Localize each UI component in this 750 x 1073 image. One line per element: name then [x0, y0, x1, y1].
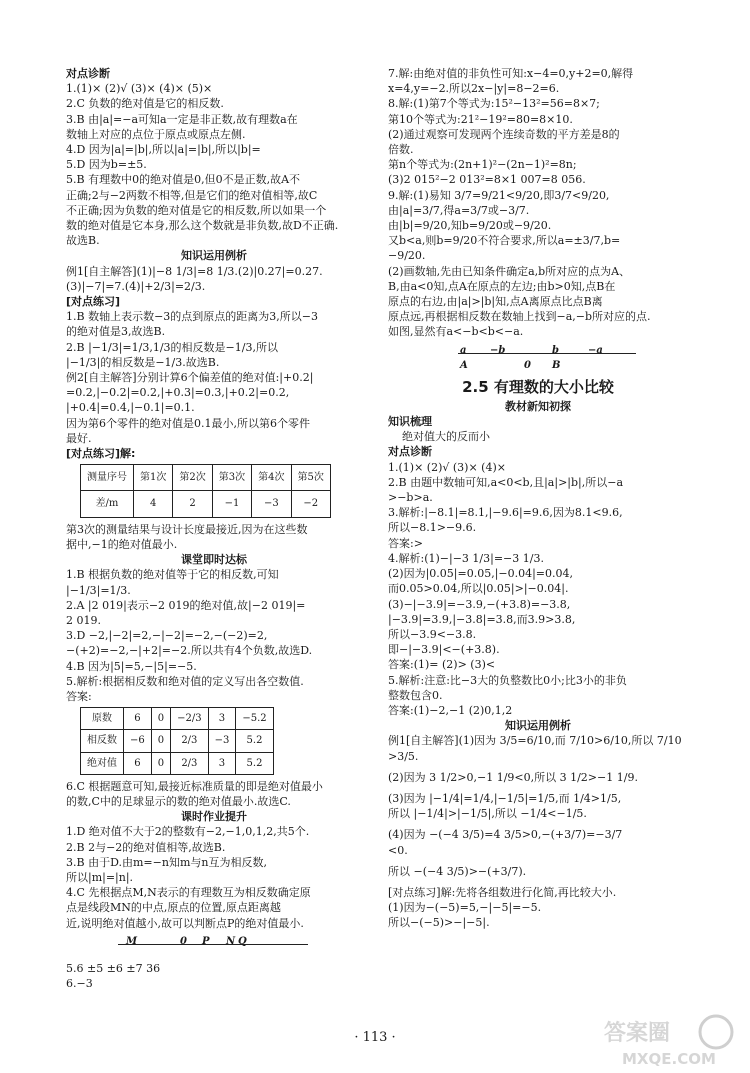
text-line: 所以−8.1>−9.6. — [388, 521, 477, 535]
text-line: 由|b|=9/20,知b=9/20或−9/20. — [388, 219, 552, 233]
text-line: 5.B 有理数中0的绝对值是0,但0不是正数,故A不 — [66, 173, 301, 187]
table-cell: −2 — [291, 491, 330, 517]
number-line-mpnq — [66, 933, 362, 959]
subsection-title: 课时作业提升 — [181, 810, 247, 824]
text-line: [对点练习]解:先将各组数进行化简,再比较大小. — [388, 885, 617, 899]
table-cell: −1 — [212, 491, 251, 517]
text-line: 所以|m|=|n|. — [66, 870, 134, 884]
subsection-title: 知识运用例析 — [181, 249, 247, 263]
text-line: 近,说明绝对值越小,故可以判断点P的绝对值最小. — [66, 916, 304, 930]
table-row — [81, 491, 331, 517]
text-line: 1.B 根据负数的绝对值等于它的相反数,可知 — [66, 568, 279, 582]
text-line: 1.D 绝对值不大于2的整数有−2,−1,0,1,2,共5个. — [66, 825, 310, 839]
text-line: 原点远,再根据相反数在数轴上找到−a,−b所对应的点. — [388, 310, 651, 324]
text-line: 3.B 由于D.由m=−n知m与n互为相反数, — [66, 855, 267, 869]
watermark-icon — [598, 1012, 738, 1068]
point-label-capital-a: A — [460, 359, 468, 371]
point-label-b: b — [552, 344, 559, 356]
subsection-title: 知识运用例析 — [505, 719, 571, 733]
text-line: 答案: — [66, 689, 92, 703]
text-line: 4.D 因为|a|=|b|,所以|a|=|b|,所以|b|= — [66, 143, 261, 157]
text-line: 第10个等式为:21²−19²=80=8×10. — [388, 112, 573, 126]
text-line: 1.B 数轴上表示数−3的点到原点的距离为3,所以−3 — [66, 310, 318, 324]
text-line: 由|a|=3/7,得a=3/7或−3/7. — [388, 203, 530, 217]
text-line: 如图,显然有a<−b<b<−a. — [388, 325, 524, 339]
text-line: 2.C 负数的绝对值是它的相反数. — [66, 97, 224, 111]
table-cell: 2/3 — [171, 730, 208, 752]
table-cell: 3 — [208, 708, 236, 730]
text-line: 9.解:(1)易知 3/7=9/21<9/20,即3/7<9/20, — [388, 188, 610, 202]
table-cell: 测量序号 — [81, 465, 134, 491]
text-line: 数的绝对值是它本身,那么这个数就是非负数,故D不正确. — [66, 219, 339, 233]
table-cell: 原数 — [81, 708, 124, 730]
text-line: 6.C 根据题意可知,最接近标准质量的即是绝对值最小 — [66, 779, 323, 793]
table-cell: 第2次 — [173, 465, 212, 491]
text-line: 正确;2与−2两数不相等,但是它们的绝对值相等,故C — [66, 188, 318, 202]
point-label-m: M — [126, 935, 138, 947]
point-label-n: N — [226, 935, 236, 947]
text-line: |−1/3|=1/3. — [66, 583, 131, 597]
text-line: 2.B |−1/3|=1/3,1/3的相反数是−1/3,所以 — [66, 340, 278, 354]
text-line: 3.解析:|−8.1|=8.1,|−9.6|=9.6,因为8.1<9.6, — [388, 506, 623, 520]
table-cell: −3 — [208, 730, 236, 752]
text-line: 的数,C中的足球显示的数的绝对值最小.故选C. — [66, 794, 291, 808]
section-heading: [对点练习] — [66, 295, 121, 309]
text-line: 6.−3 — [66, 976, 93, 990]
number-line-axis — [118, 944, 308, 945]
text-line: 又b<a,则b=9/20不符合要求,所以a=±3/7,b= — [388, 234, 621, 248]
section-heading: 对点诊断 — [388, 445, 432, 459]
text-line: =0.2,|−0.2|=0.2,|+0.3|=0.3,|+0.2|=0.2, — [66, 386, 290, 400]
subsection-title: 课堂即时达标 — [181, 553, 247, 567]
text-line: 3.B 由|a|=−a可知a一定是非正数,故有理数a在 — [66, 112, 298, 126]
number-line-ab — [388, 342, 688, 372]
point-label-a: a — [460, 344, 467, 356]
text-line: 1.(1)× (2)√ (3)× (4)× — [388, 460, 506, 474]
table-cell: 0 — [151, 708, 170, 730]
text-line: |−1/3|的相反数是−1/3.故选B. — [66, 355, 220, 369]
text-line: (2)画数轴,先由已知条件确定a,b所对应的点为A、 — [388, 264, 631, 278]
table-row — [81, 730, 274, 752]
text-line: >3/5. — [388, 749, 419, 763]
measurement-table — [80, 464, 331, 517]
text-line: 3.D −2,|−2|=2,−|−2|=−2,−(−2)=2, — [66, 629, 268, 643]
text-line: 所以−(−5)>−|−5|. — [388, 916, 490, 930]
table-cell: −2/3 — [171, 708, 208, 730]
text-line: (4)因为 −(−4 3/5)=4 3/5>0,−(+3/7)=−3/7 — [388, 828, 623, 842]
table-cell: 6 — [124, 752, 152, 774]
point-label-q: Q — [238, 935, 247, 947]
table-cell: −5.2 — [236, 708, 273, 730]
text-line: 5.6 ±5 ±6 ±7 36 — [66, 961, 161, 975]
section-heading: 对点诊断 — [66, 67, 110, 80]
text-line: 7.解:由绝对值的非负性可知:x−4=0,y+2=0,解得 — [388, 67, 634, 80]
table-cell: 相反数 — [81, 730, 124, 752]
section-heading: [对点练习]解: — [66, 447, 136, 461]
text-line: 4.C 先根据点M,N表示的有理数互为相反数确定原 — [66, 886, 311, 900]
origin-label: 0 — [180, 935, 187, 947]
text-line: (3)|−7|=7.(4)|+2/3|=2/3. — [66, 279, 206, 293]
text-line: 倍数. — [388, 143, 414, 157]
answer-table — [80, 707, 274, 775]
text-line: 原点的右边,由|a|>|b|知,点A离原点比点B离 — [388, 295, 603, 309]
origin-label: 0 — [524, 359, 531, 371]
text-line: 的绝对值是3,故选B. — [66, 325, 166, 339]
text-line: 最好. — [66, 431, 92, 445]
table-cell: 6 — [124, 708, 152, 730]
text-line: (3)因为 |−1/4|=1/4,|−1/5|=1/5,而 1/4>1/5, — [388, 791, 622, 805]
table-cell: 第3次 — [212, 465, 251, 491]
text-line: 8.解:(1)第7个等式为:15²−13²=56=8×7; — [388, 97, 600, 111]
table-cell: 5.2 — [236, 752, 273, 774]
table-cell: 差/m — [81, 491, 134, 517]
watermark-text-cn: 答案圈 — [604, 1021, 671, 1046]
text-line: 因为第6个零件的绝对值是0.1最小,所以第6个零件 — [66, 416, 310, 430]
text-line: (1)因为−(−5)=5,−|−5|=−5. — [388, 901, 542, 915]
text-line: 4.B 因为|5|=5,−|5|=−5. — [66, 659, 197, 673]
text-line: 所以−3.9<−3.8. — [388, 627, 477, 641]
text-line: −(+2)=−2,−|+2|=−2.所以共有4个负数,故选D. — [66, 644, 313, 658]
text-line: (2)因为 3 1/2>0,−1 1/9<0,所以 3 1/2>−1 1/9. — [388, 770, 638, 784]
table-cell: 第1次 — [134, 465, 173, 491]
text-line: 据中,−1的绝对值最小. — [66, 537, 178, 551]
text-line: 所以 |−1/4|>|−1/5|,所以 −1/4<−1/5. — [388, 807, 587, 821]
text-line: 绝对值大的反而小 — [402, 430, 490, 444]
text-line: 例2[自主解答]分别计算6个偏差值的绝对值:|+0.2| — [66, 371, 314, 385]
number-line-axis — [458, 353, 636, 354]
text-line: |−3.9|=3.9,|−3.8|=3.8,而3.9>3.8, — [388, 612, 576, 626]
table-cell: −3 — [252, 491, 291, 517]
point-label-neg-b: −b — [490, 344, 506, 356]
point-label-p: P — [202, 935, 210, 947]
table-row — [81, 465, 331, 491]
point-label-capital-b: B — [552, 359, 561, 371]
text-line: 答案:> — [388, 536, 423, 550]
text-line: (2)通过观察可发现两个连续奇数的平方差是8的 — [388, 127, 620, 141]
text-line: (2)因为|0.05|=0.05,|−0.04|=0.04, — [388, 567, 574, 581]
text-line: 2.A |2 019|表示−2 019的绝对值,故|−2 019|= — [66, 598, 306, 612]
text-line: x=4,y=−2.所以2x−|y|=8−2=6. — [388, 82, 560, 96]
table-cell: −6 — [124, 730, 152, 752]
text-line: 所以 −(−4 3/5)>−(+3/7). — [388, 864, 527, 878]
text-line: 答案:(1)−2,−1 (2)0,1,2 — [388, 703, 513, 717]
left-column — [66, 66, 362, 991]
point-label-neg-a: −a — [588, 344, 603, 356]
text-line: <0. — [388, 843, 408, 857]
text-line: 5.D 因为b=±5. — [66, 158, 147, 172]
section-heading: 知识梳理 — [388, 415, 432, 429]
text-line: 5.解析:注意:比−3大的负整数比0小;比3小的非负 — [388, 673, 627, 687]
table-cell: 0 — [151, 752, 170, 774]
text-line: 1.(1)× (2)√ (3)× (4)× (5)× — [66, 82, 213, 96]
table-cell: 第5次 — [291, 465, 330, 491]
watermark-text-url: MXQE.COM — [622, 1050, 716, 1068]
table-cell: 4 — [134, 491, 173, 517]
table-cell: 第4次 — [252, 465, 291, 491]
table-cell: 5.2 — [236, 730, 273, 752]
text-line: 例1[自主解答](1)|−8 1/3|=8 1/3.(2)|0.27|=0.27. — [66, 264, 323, 278]
text-line: 2.B 2与−2的绝对值相等,故选B. — [66, 840, 226, 854]
subsection-title: 教材新知初探 — [505, 399, 571, 413]
text-line: 而0.05>0.04,所以|0.05|>|−0.04|. — [388, 582, 569, 596]
chapter-section-title: 2.5 有理数的大小比较 — [462, 377, 614, 396]
table-row — [81, 752, 274, 774]
table-cell: 0 — [151, 730, 170, 752]
text-line: 2.B 由题中数轴可知,a<0<b,且|a|>|b|,所以−a — [388, 475, 624, 489]
text-line: 2 019. — [66, 613, 101, 627]
table-row — [81, 708, 274, 730]
text-line: 例1[自主解答](1)因为 3/5=6/10,而 7/10>6/10,所以 7/10 — [388, 734, 682, 748]
text-line: (3)−|−3.9|=−3.9,−(+3.8)=−3.8, — [388, 597, 571, 611]
table-cell: 2/3 — [171, 752, 208, 774]
table-cell: 3 — [208, 752, 236, 774]
text-line: 点是线段MN的中点,原点的位置,原点距离越 — [66, 901, 281, 915]
text-line: 答案:(1)= (2)> (3)< — [388, 658, 496, 672]
text-line: 4.解析:(1)−|−3 1/3|=−3 1/3. — [388, 551, 544, 565]
text-line: (3)2 015²−2 013²=8×1 007=8 056. — [388, 173, 586, 187]
text-line: |+0.4|=0.4,|−0.1|=0.1. — [66, 401, 195, 415]
table-cell: 2 — [173, 491, 212, 517]
table-cell: 绝对值 — [81, 752, 124, 774]
page-number: · 113 · — [354, 1030, 396, 1045]
text-line: 数轴上对应的点位于原点或原点左侧. — [66, 127, 246, 141]
text-line: 第3次的测量结果与设计长度最接近,因为在这些数 — [66, 522, 308, 536]
text-line: −9/20. — [388, 249, 426, 263]
text-line: 即−|−3.9|<−(+3.8). — [388, 643, 500, 657]
text-line: B,由a<0知,点A在原点的左边;由b>0知,点B在 — [388, 279, 616, 293]
text-line: 第n个等式为:(2n+1)²−(2n−1)²=8n; — [388, 158, 577, 172]
text-line: 5.解析:根据相反数和绝对值的定义写出各空数值. — [66, 674, 304, 688]
text-line: >−b>a. — [388, 491, 433, 505]
watermark-logo — [598, 1012, 738, 1068]
right-column — [388, 66, 688, 931]
text-line: 不正确;因为负数的绝对值是它的相反数,所以如果一个 — [66, 203, 327, 217]
text-line: 故选B. — [66, 234, 100, 248]
text-line: 整数包含0. — [388, 688, 443, 702]
